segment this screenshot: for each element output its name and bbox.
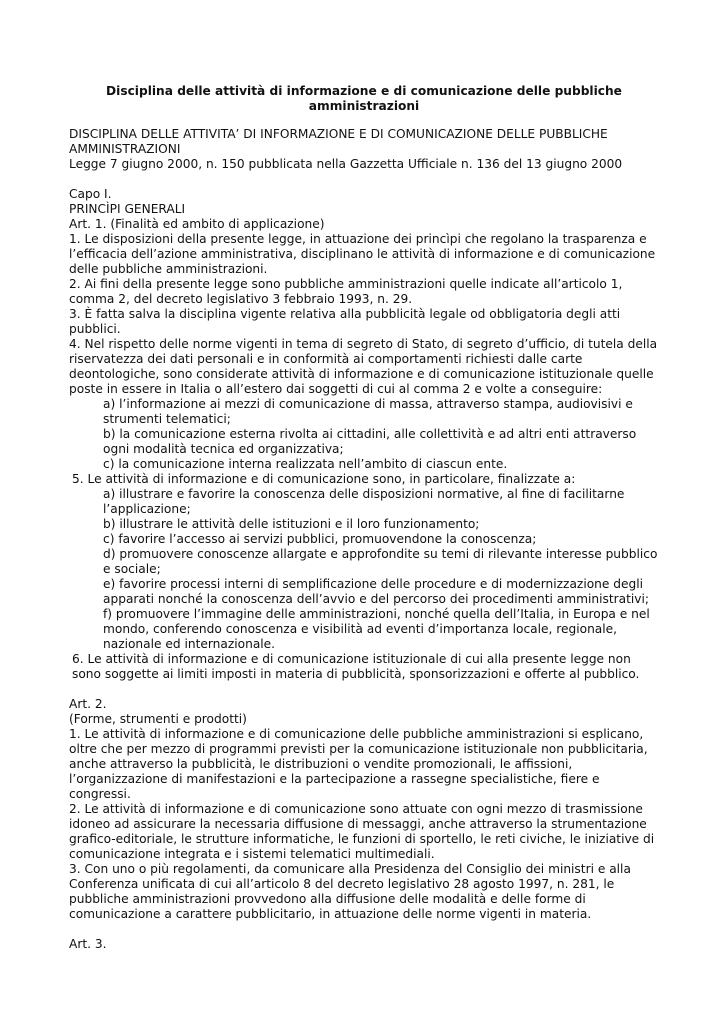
article-1-paragraph-3: 3. È fatta salva la disciplina vigente relativa alla pubblicità legale od obbligatoria degli atti pubblici. (69, 307, 621, 336)
article-3-label: Art. 3. (69, 937, 107, 951)
document-title: Disciplina delle attività di informazione e di comunicazione delle pubbliche amministrazioni (106, 84, 622, 113)
list-item: c) la comunicazione interna realizzata nell’ambito di ciascun ente. (103, 457, 508, 471)
article-1-paragraph-1: 1. Le disposizioni della presente legge, in attuazione dei princìpi che regolano la trasparenza e l’efficacia dell’azione amministrativa, disciplinano le attività di informazione e di comunicazione delle pubbliche amministrazioni. (69, 232, 656, 276)
list-item: c) favorire l’accesso ai servizi pubblici, promuovendone la conoscenza; (103, 532, 537, 546)
article-1-heading: Art. 1. (Finalità ed ambito di applicazione) (69, 217, 325, 231)
document-page (69, 84, 659, 952)
spacer (69, 172, 659, 187)
article-2-paragraph-1: 1. Le attività di informazione e di comunicazione delle pubbliche amministrazioni si esplicano, oltre che per mezzo di programmi previsti per la comunicazione istituzionale non pubblicitaria, anche attraverso la pubblicità, le distribuzioni o vendite promozionali, le affissioni, l’organizzazione di manifestazioni e la partecipazione a rassegne specialistiche, fiere e congressi. (69, 727, 648, 801)
article-2-subtitle: (Forme, strumenti e prodotti) (69, 712, 247, 726)
article-1-paragraph-6: 6. Le attività di informazione e di comunicazione istituzionale di cui alla presente legge non sono soggette ai limiti imposti in materia di pubblicità, sponsorizzazioni e offerte al pubblico. (72, 652, 640, 681)
article-2-paragraph-2: 2. Le attività di informazione e di comunicazione sono attuate con ogni mezzo di trasmissione idoneo ad assicurare la necessaria diffusione di messaggi, anche attraverso la strumentazione grafico-editoriale, le strutture informatiche, le funzioni di sportello, le reti civiche, le iniziative di comunicazione integrata e i sistemi telematici multimediali. (69, 802, 655, 861)
article-2-paragraph-3: 3. Con uno o più regolamenti, da comunicare alla Presidenza del Consiglio dei ministri e alla Conferenza unificata di cui all’articolo 8 del decreto legislativo 28 agosto 1997, n. 281, le pubbliche amministrazioni provvedono alla diffusione delle modalità e delle forme di comunicazione a carattere pubblicitario, in attuazione delle norme vigenti in materia. (69, 862, 631, 921)
list-item: d) promuovere conoscenze allargate e approfondite su temi di rilevante interesse pubblico e sociale; (103, 547, 658, 576)
spacer (69, 682, 659, 697)
chapter-name: PRINCÌPI GENERALI (69, 202, 186, 216)
list-item: e) favorire processi interni di semplificazione delle procedure e di modernizzazione degli apparati nonché la conoscenza dell’avvio e del percorso dei procedimenti amministrativi; (103, 577, 649, 606)
list-item: b) illustrare le attività delle istituzioni e il loro funzionamento; (103, 517, 480, 531)
list-item: a) illustrare e favorire la conoscenza delle disposizioni normative, al fine di facilitarne l’applicazione; (103, 487, 625, 516)
law-reference: Legge 7 giugno 2000, n. 150 pubblicata nella Gazzetta Ufficiale n. 136 del 13 giugno 2000 (69, 157, 623, 171)
spacer (69, 922, 659, 937)
list-item: f) promuovere l’immagine delle amministrazioni, nonché quella dell’Italia, in Europa e nel mondo, conferendo conoscenza e visibilità ad eventi d’importanza locale, regionale, nazionale ed internazionale. (103, 607, 650, 651)
article-2-label: Art. 2. (69, 697, 107, 711)
article-1-paragraph-5: 5. Le attività di informazione e di comunicazione sono, in particolare, finalizzate a: (72, 472, 576, 486)
article-1-paragraph-2: 2. Ai fini della presente legge sono pubbliche amministrazioni quelle indicate all’articolo 1, comma 2, del decreto legislativo 3 febbraio 1993, n. 29. (69, 277, 623, 306)
list-item: b) la comunicazione esterna rivolta ai cittadini, alle collettività e ad altri enti attraverso ogni modalità tecnica ed organizzativa; (103, 427, 637, 456)
chapter-label: Capo I. (69, 187, 112, 201)
article-1-paragraph-4: 4. Nel rispetto delle norme vigenti in tema di segreto di Stato, di segreto d’ufficio, di tutela della riservatezza dei dati personali e in conformità ai comportamenti richiesti dalle carte deontologiche, sono considerate attività di informazione e di comunicazione istituzionale quelle poste in essere in Italia o all’estero dai soggetti di cui al comma 2 e volte a conseguire: (69, 337, 658, 396)
list-item: a) l’informazione ai mezzi di comunicazione di massa, attraverso stampa, audiovisivi e strumenti telematici; (103, 397, 633, 426)
law-heading: DISCIPLINA DELLE ATTIVITA’ DI INFORMAZIONE E DI COMUNICAZIONE DELLE PUBBLICHE AMMINISTRAZIONI (69, 127, 608, 156)
